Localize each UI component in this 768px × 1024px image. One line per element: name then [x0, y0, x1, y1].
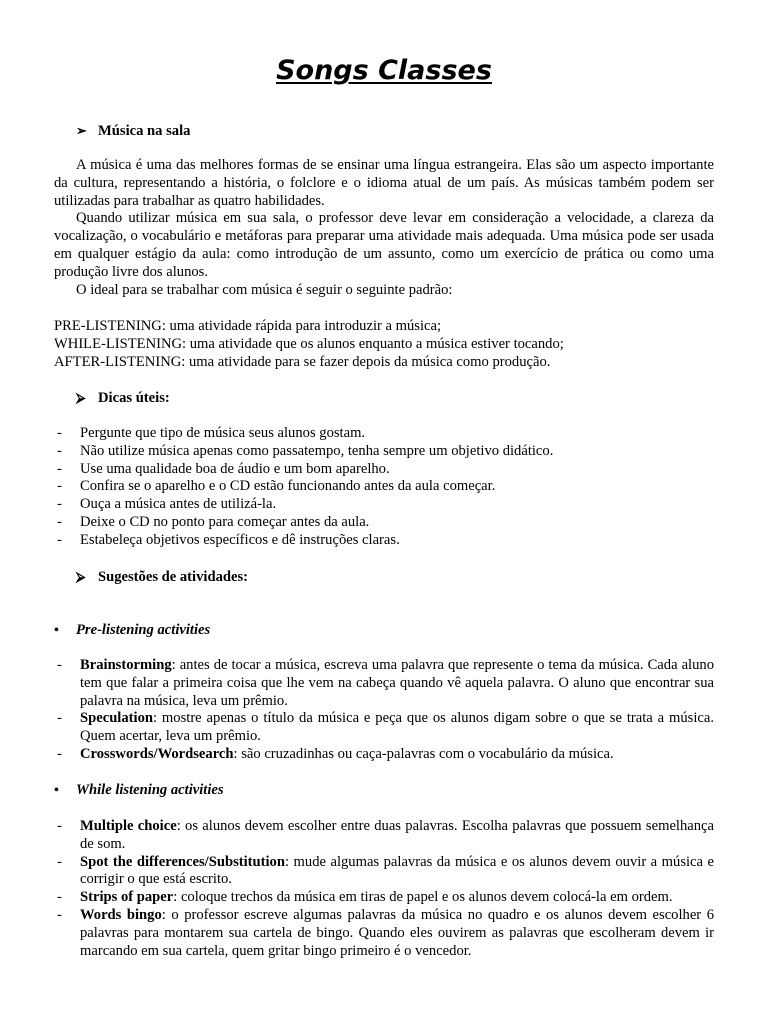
- section-heading-sugestoes: [76, 568, 248, 587]
- section-heading-dicas-uteis: [76, 389, 170, 408]
- section-heading-label: Música na sala: [98, 123, 191, 139]
- paragraph: A música é uma das melhores formas de se ensinar uma língua estrangeira. Elas são um aspecto importante da cultura, representando a história, o folclore e o idioma atual de um país. As músicas também podem ser utilizadas para trabalhar as quatro habilidades.: [54, 157, 714, 209]
- pre-listening-list: [54, 657, 714, 764]
- page-title: Songs Classes: [276, 55, 492, 86]
- stage-line: WHILE-LISTENING: uma atividade que os alunos enquanto a música estiver tocando;: [54, 335, 564, 352]
- paragraph: Quando utilizar música em sua sala, o professor deve levar em consideração a velocidade, a clareza da vocalização, o vocabulário e metáforas para preparar uma atividade mais adequada. Uma música pode ser usada em qualquer estágio da aula: como introdução de um assunto, como um exercício de prática ou como uma produção livre dos alunos.: [54, 210, 714, 280]
- subheading-label: Pre-listening activities: [76, 622, 211, 638]
- list-item: - Crosswords/Wordsearch: são cruzadinhas ou caça-palavras com o vocabulário da música.: [57, 745, 614, 762]
- stage-line: PRE-LISTENING: uma atividade rápida para introduzir a música;: [54, 318, 442, 334]
- subheading-while-listening: [54, 782, 224, 800]
- bullet-dot-icon: •: [54, 783, 59, 798]
- list-item: - Estabeleça objetivos específicos e dê instruções claras.: [57, 531, 400, 548]
- paragraph: O ideal para se trabalhar com música é seguir o seguinte padrão:: [76, 281, 453, 298]
- section-heading-label: Dicas úteis:: [98, 390, 170, 406]
- section-heading-musica-na-sala: [76, 122, 190, 141]
- list-item: - Confira se o aparelho e o CD estão funcionando antes da aula começar.: [57, 478, 496, 495]
- list-item: - Pergunte que tipo de música seus alunos gostam.: [57, 425, 366, 441]
- section-heading-label: Sugestões de atividades:: [98, 569, 248, 585]
- list-item: - Use uma qualidade boa de áudio e um bom aparelho.: [57, 460, 390, 477]
- list-item: - Brainstorming: antes de tocar a música, escreva uma palavra que represente o tema da música. Cada aluno tem que falar a primeira coisa que lhe vem na cabeça quando vê aquela palavra. O aluno que encontrar sua palavra na música, leva um prêmio.: [57, 657, 714, 709]
- list-item: - Ouça a música antes de utilizá-la.: [57, 496, 277, 513]
- arrow-bullet-icon: ⮚: [76, 569, 86, 584]
- list-item: - Strips of paper: coloque trechos da música em tiras de papel e os alunos devem colocá-la em ordem.: [57, 889, 673, 906]
- subheading-pre-listening: [54, 622, 210, 640]
- arrow-bullet-icon: ⮚: [76, 390, 86, 405]
- list-item: - Deixe o CD no ponto para começar antes da aula.: [57, 513, 370, 530]
- stage-line: AFTER-LISTENING: uma atividade para se fazer depois da música como produção.: [54, 353, 551, 370]
- list-item: - Speculation: mostre apenas o título da música e peça que os alunos digam sobre o que se trata a música. Quem acertar, leva um prêmio.: [57, 710, 714, 745]
- bullet-dot-icon: •: [54, 623, 59, 638]
- list-item: - Não utilize música apenas como passatempo, tenha sempre um objetivo didático.: [57, 442, 554, 459]
- arrow-bullet-icon: ➢: [76, 123, 87, 138]
- intro-paragraphs: [54, 157, 714, 299]
- list-item: - Spot the differences/Substitution: mude algumas palavras da música e os alunos devem ouvir a música e corrigir o que está escrito.: [57, 853, 714, 888]
- listening-stages: [54, 318, 734, 371]
- while-listening-list: [54, 818, 714, 960]
- list-item: - Words bingo: o professor escreve algumas palavras da música no quadro e os alunos devem escolher 6 palavras para montarem sua cartela de bingo. Quando eles ouvirem as palavras que escolheram devem ir marcando em sua cartela, quem gritar bingo primeiro é o vencedor.: [57, 906, 714, 959]
- subheading-label: While listening activities: [76, 782, 224, 798]
- list-item: - Multiple choice: os alunos devem escolher entre duas palavras. Escolha palavras que possuem semelhança de som.: [57, 818, 714, 852]
- tips-list: [54, 425, 714, 550]
